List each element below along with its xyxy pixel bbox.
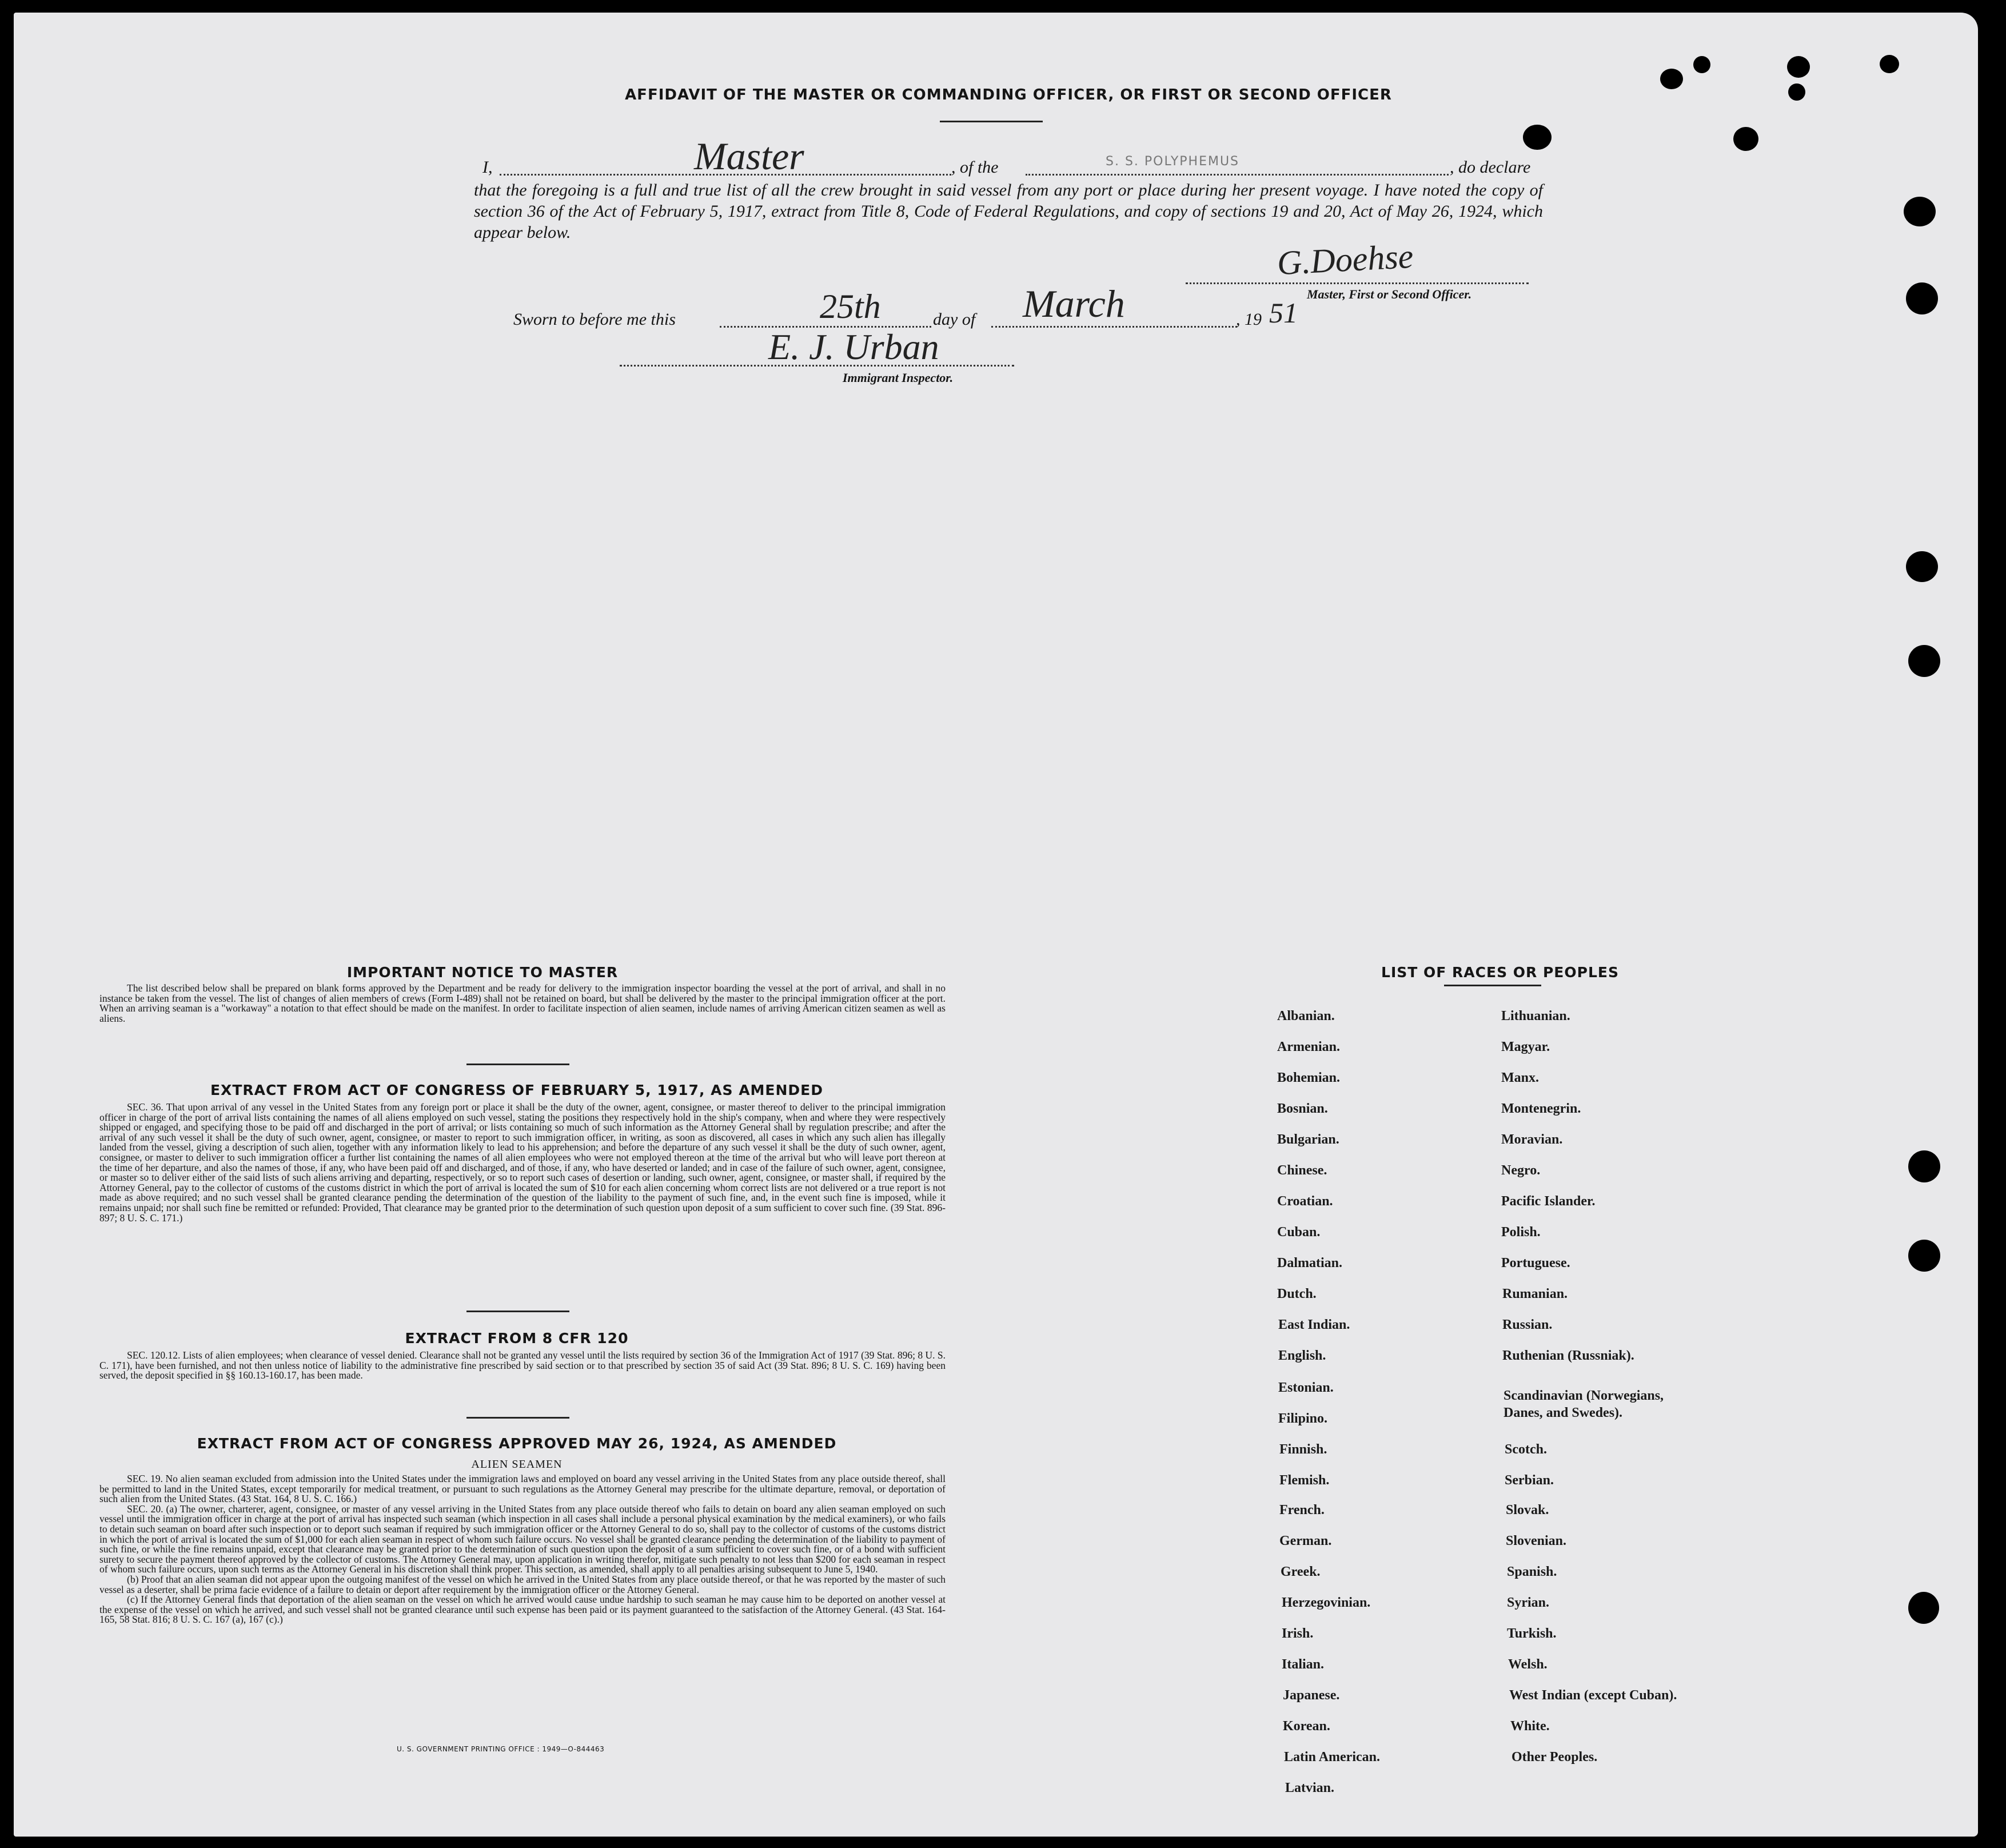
sworn-label: Sworn to before me this — [513, 310, 676, 329]
punch-hole — [1908, 645, 1940, 677]
race-item: Lithuanian. — [1501, 1009, 1570, 1023]
race-item: Flemish. — [1279, 1473, 1330, 1488]
race-item: Finnish. — [1279, 1442, 1327, 1457]
race-item: Welsh. — [1508, 1657, 1548, 1672]
race-item: Italian. — [1282, 1657, 1325, 1672]
punch-hole — [1733, 127, 1758, 151]
race-item: Slovak. — [1506, 1503, 1549, 1518]
race-item: Herzegovinian. — [1282, 1595, 1371, 1610]
race-item: East Indian. — [1278, 1317, 1350, 1332]
extract-1917-title: EXTRACT FROM ACT OF CONGRESS OF FEBRUARY 5, 1917, AS AMENDED — [210, 1082, 824, 1098]
race-item: Dutch. — [1277, 1287, 1317, 1301]
race-item: German. — [1279, 1534, 1332, 1548]
race-item: Bohemian. — [1277, 1070, 1341, 1085]
race-item: Serbian. — [1505, 1473, 1554, 1488]
race-item: West Indian (except Cuban). — [1509, 1688, 1677, 1703]
year-handwritten: 51 — [1269, 297, 1298, 329]
race-item: Irish. — [1282, 1626, 1314, 1641]
section-20a-paragraph: SEC. 20. (a) The owner, charterer, agent, consignee, or master of any vessel arriving in the United States from any place outside thereof who fails to detain on board any alien seaman employed on such vessel until the immigration officer in charge at the port of arrival has inspected such seaman (which inspection in all cases shall include a personal physical examination by the medical examiners), or who fails to detain such seaman on board after such inspection or to deport such seaman if required by such immigration officer or the Attorney General to do so, shall pay to the collector of customs of the customs district in which the port of arrival is located the sum of $1,000 for each alien seaman in respect of whom such failure occurs. No vessel shall be granted clearance pending the determination of the liability to payment of such fine, or while the fine remains unpaid, except that clearance may be granted prior to the determination of such question upon the deposit of a sum sufficient to cover such fine, or of a bond with sufficient surety to secure the payment thereof approved by the collector of customs. The Attorney General may, upon application in writing therefor, mitigate such penalty to not less than $200 for each seaman in respect of whom such failure occurs, upon such terms as the Attorney General in his discretion shall think proper. This section, as amended, shall apply to all penalties arising subsequent to June 5, 1940. — [99, 1503, 946, 1575]
extract-8cfr-title: EXTRACT FROM 8 CFR 120 — [405, 1330, 629, 1347]
race-item: Greek. — [1281, 1564, 1321, 1579]
punch-hole — [1906, 551, 1938, 582]
year-prefix: , 19 — [1236, 310, 1262, 329]
inspector-title: Immigrant Inspector. — [843, 371, 954, 385]
punch-hole — [1660, 69, 1683, 89]
section-20b-paragraph: (b) Proof that an alien seaman did not appear upon the outgoing manifest of the vessel on which he arrived in the United States from any place outside thereof, or that he was reported by the master of such vessel as a deserter, shall be prima facie evidence of a failure to detain or deport after requirement by the immigration officer or the Attorney General. — [99, 1573, 946, 1595]
section-rule — [466, 1311, 569, 1312]
notice-paragraph: The list described below shall be prepared on blank forms approved by the Department and be ready for delivery to the immigration inspector boarding the vessel at the port of arrival, and shall in no instance be taken from the vessel. The list of changes of alien members of crews (Form I-489) shall not be retained on board, but shall be delivered by the master to the principal immigration officer at the port. When an arriving seaman is a "workaway" a notation to that effect should be made on the manifest. In order to facilitate inspection of alien seamen, include names of arriving American citizen seamen as well as aliens. — [99, 982, 946, 1024]
punch-hole — [1908, 1592, 1939, 1624]
affidavit-line1-end: , do declare — [1450, 158, 1531, 177]
notice-text — [99, 983, 946, 1023]
section-36-paragraph: SEC. 36. That upon arrival of any vessel in the United States from any foreign port or place it shall be the duty of the owner, agent, consignee, or master thereof to deliver to the principal immigration officer in charge of the port of arrival lists containing the names of all aliens employed on such vessel, stating the positions they respectively hold in the ship's company, when and where they were respectively shipped or engaged, and specifying those to be paid off and discharged in the port of arrival; or lists containing so much of such information as the Attorney General shall by regulation prescribe; and after the arrival of any such vessel it shall be the duty of such owner, agent, consignee, or master to report to such immigration officer, in writing, as soon as discovered, all cases in which any such alien has illegally landed from the vessel, giving a description of such alien, together with any information likely to lead to his apprehension; and before the departure of any such vessel it shall be the duty of such owner, agent, consignee, or master to deliver to such immigration officer a further list containing the names of all alien employees who were not employed thereon at the time of the arrival but who will leave port thereon at the time of her departure, and also the names of those, if any, who have been paid off and discharged, and of those, if any, who have deserted or landed; and in case of the failure of such owner, agent, consignee, or master so to deliver either of the said lists of such aliens arriving and departing, respectively, or so to report such cases of desertion or landing, such owner, agent, consignee, or master shall, if required by the Attorney General, pay to the collector of customs of the customs district in which the port of arrival is located the sum of $10 for each alien concerning whom correct lists are not delivered or a true report is not made as above required; and no such vessel shall be granted clearance pending the determination of the question of the liability to the payment of such fine, and, in the event such fine is imposed, while it remains unpaid; nor shall such fine be remitted or refunded: Provided, That clearance may be granted prior to the determination of such question upon deposit of a sum sufficient to cover such fine. (39 Stat. 896-897; 8 U. S. C. 171.) — [99, 1101, 946, 1224]
race-item: Latvian. — [1285, 1781, 1335, 1795]
race-item: Spanish. — [1507, 1564, 1557, 1579]
day-handwritten: 25th — [820, 288, 881, 325]
race-item: Slovenian. — [1506, 1534, 1567, 1548]
race-item: Russian. — [1502, 1317, 1553, 1332]
punch-hole — [1787, 56, 1810, 78]
signature-title: Master, First or Second Officer. — [1307, 287, 1472, 301]
section-rule — [466, 1417, 569, 1419]
section-20c-paragraph: (c) If the Attorney General finds that deportation of the alien seaman on the vessel on which he arrived would cause undue hardship to such seaman he may cause him to be deported on another vessel at the expense of the vessel on which he arrived, and such vessel shall not be granted clearance until such expense has been paid or its payment guaranteed to the satisfaction of the Attorney General. (43 Stat. 164-165, 58 Stat. 816; 8 U. S. C. 167 (a), 167 (c).) — [99, 1594, 946, 1626]
race-item: Magyar. — [1501, 1040, 1550, 1054]
document-page — [14, 13, 1978, 1837]
notice-title: IMPORTANT NOTICE TO MASTER — [346, 964, 619, 981]
race-item: Turkish. — [1507, 1626, 1557, 1641]
race-item: Manx. — [1501, 1070, 1539, 1085]
section-120-paragraph: SEC. 120.12. Lists of alien employees; when clearance of vessel denied. Clearance shall not be granted any vessel until the lists required by section 36 of the Immigration Act of 1917 (39 Stat. 896; 8 U. S. C. 171), have been furnished, and not then unless notice of liability to the administrative fine prescribed by said section or to that prescribed by section 35 of said Act (39 Stat. 896; 8 U. S. C. 169) having been served, the deposit specified in §§ 160.13-160.17, has been made. — [99, 1349, 946, 1381]
master-signature: G.Doehse — [1276, 237, 1414, 282]
race-item: Negro. — [1501, 1163, 1541, 1178]
race-item: Dalmatian. — [1277, 1256, 1342, 1270]
race-item: Japanese. — [1283, 1688, 1340, 1703]
race-item: Croatian. — [1277, 1194, 1333, 1209]
vessel-name-stamp: S. S. POLYPHEMUS — [1106, 154, 1240, 169]
race-item: Moravian. — [1501, 1132, 1563, 1147]
race-item: English. — [1278, 1348, 1326, 1363]
races-title: LIST OF RACES OR PEOPLES — [1381, 964, 1619, 981]
race-item: Filipino. — [1278, 1411, 1328, 1426]
race-item: Cuban. — [1277, 1225, 1321, 1240]
extract-1924-text — [99, 1474, 946, 1625]
punch-hole — [1904, 197, 1936, 226]
punch-hole — [1693, 56, 1710, 73]
race-item: Rumanian. — [1502, 1287, 1568, 1301]
race-item: Albanian. — [1277, 1009, 1335, 1023]
affidavit-title: AFFIDAVIT OF THE MASTER OR COMMANDING OFFICER, OR FIRST OR SECOND OFFICER — [625, 86, 1392, 103]
race-item: Chinese. — [1277, 1163, 1327, 1178]
race-item: White. — [1510, 1719, 1550, 1734]
section-rule — [466, 1064, 569, 1065]
extract-1917-text — [99, 1102, 946, 1223]
race-item: Estonian. — [1278, 1380, 1334, 1395]
race-item: Montenegrin. — [1501, 1101, 1581, 1116]
punch-hole — [1880, 55, 1899, 73]
master-name-handwritten: Master — [694, 134, 804, 178]
race-item: Scandinavian (Norwegians, Danes, and Swedes). — [1503, 1388, 1664, 1420]
race-item: Scotch. — [1505, 1442, 1547, 1457]
extract-1924-subtitle: ALIEN SEAMEN — [471, 1458, 563, 1471]
month-handwritten: March — [1023, 282, 1125, 325]
affidavit-line1-start: I, — [482, 158, 493, 177]
day-label: day of — [933, 310, 976, 329]
extract-1924-title: EXTRACT FROM ACT OF CONGRESS APPROVED MAY 26, 1924, AS AMENDED — [197, 1435, 837, 1452]
race-item: Portuguese. — [1501, 1256, 1570, 1270]
affidavit-body: that the foregoing is a full and true list of all the crew brought in said vessel from any port or place during her present voyage. I have noted the copy of section 36 of the Act of February 5, 1917, extract from Title 8, Code of Federal Regulations, and copy of sections 19 and 20, Act of May 26, 1924, which appear below. — [474, 181, 1543, 242]
race-item: Bulgarian. — [1277, 1132, 1339, 1147]
race-item: Ruthenian (Russniak). — [1502, 1348, 1634, 1363]
punch-hole — [1788, 83, 1805, 101]
punch-hole — [1908, 1150, 1940, 1182]
punch-hole — [1906, 282, 1938, 314]
race-item: Pacific Islander. — [1501, 1194, 1596, 1209]
race-item: Polish. — [1501, 1225, 1541, 1240]
title-rule — [940, 121, 1043, 122]
race-item: Other Peoples. — [1512, 1750, 1598, 1765]
race-item: Bosnian. — [1277, 1101, 1328, 1116]
affidavit-line1-of: , of the — [951, 158, 999, 177]
punch-hole — [1523, 125, 1552, 150]
race-item: Armenian. — [1277, 1040, 1340, 1054]
race-item: French. — [1279, 1503, 1325, 1518]
races-rule — [1444, 985, 1541, 986]
race-item: Korean. — [1283, 1719, 1330, 1734]
printer-imprint: U. S. GOVERNMENT PRINTING OFFICE : 1949—O-844463 — [397, 1745, 605, 1753]
section-19-paragraph: SEC. 19. No alien seaman excluded from admission into the United States under the immigration laws and employed on board any vessel arriving in the United States from any place outside thereof, shall be permitted to land in the United States, except temporarily for medical treatment, or pursuant to such regulations as the Attorney General may prescribe for the ultimate departure, removal, or deportation of such alien from the United States. (43 Stat. 164, 8 U. S. C. 166.) — [99, 1473, 946, 1505]
extract-8cfr-text — [99, 1351, 946, 1381]
punch-hole — [1908, 1240, 1940, 1272]
inspector-signature: E. J. Urban — [768, 326, 939, 367]
race-item: Latin American. — [1284, 1750, 1380, 1765]
race-item: Syrian. — [1507, 1595, 1550, 1610]
